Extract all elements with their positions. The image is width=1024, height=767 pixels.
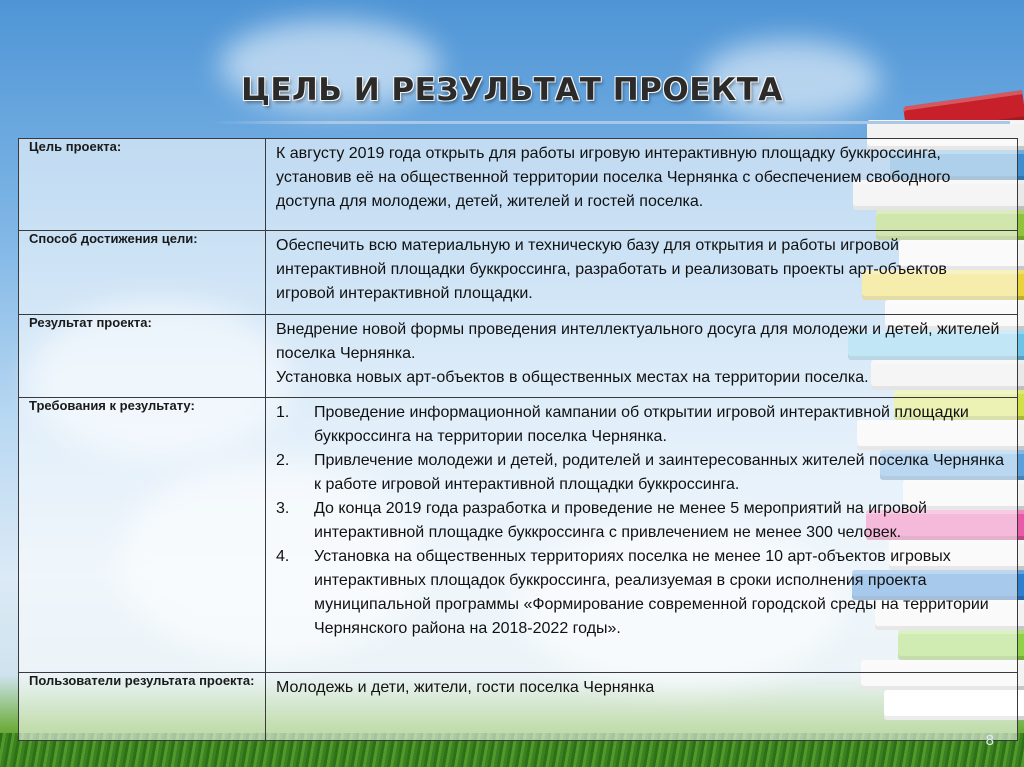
table-row xyxy=(19,139,1018,231)
row-label: Требования к результату: xyxy=(19,398,266,673)
row-label: Пользователи результата проекта: xyxy=(19,673,266,741)
row-label: Способ достижения цели: xyxy=(19,231,266,315)
row-content xyxy=(266,398,1018,673)
list-number: 2. xyxy=(276,452,290,469)
list-number: 3. xyxy=(276,500,290,517)
row-content xyxy=(266,315,1018,398)
content-text: Внедрение новой формы проведения интеллектуального досуга для молодежи и детей, жителей поселка Чернянка. xyxy=(276,321,1000,362)
row-label: Цель проекта: xyxy=(19,139,266,231)
list-item-text: Проведение информационной кампании об открытии игровой интерактивной площадки буккроссинга на территории поселка Чернянка. xyxy=(314,404,969,445)
table-row xyxy=(19,398,1018,673)
list-item xyxy=(276,449,1007,497)
row-content xyxy=(266,139,1018,231)
project-goals-table xyxy=(18,138,1018,741)
content-text: К августу 2019 года открыть для работы игровую интерактивную площадку буккроссинга, установив её на общественной территории поселка Чернянка с обеспечением свободного доступа для молодежи, детей, жителей и гостей поселка. xyxy=(276,145,951,210)
list-item xyxy=(276,545,1007,641)
content-text: Установка новых арт-объектов в общественных местах на территории поселка. xyxy=(276,369,869,386)
content-text: Обеспечить всю материальную и техническую базу для открытия и работы игровой интерактивной площадки буккроссинга, разработать и реализовать проекты арт-объектов игровой интерактивной площадки. xyxy=(276,237,947,302)
table-row xyxy=(19,315,1018,398)
list-item xyxy=(276,401,1007,449)
list-number: 4. xyxy=(276,548,290,565)
list-number: 1. xyxy=(276,404,290,421)
row-label: Результат проекта: xyxy=(19,315,266,398)
table-row xyxy=(19,231,1018,315)
list-item-text: Установка на общественных территориях поселка не менее 10 арт-объектов игровых интерактивных площадок буккроссинга, реализуемая в сроки исполнения проекта муниципальной программы «Формирование современной городской среды на территории Чернянского района на 2018-2022 годы». xyxy=(314,548,989,637)
row-content xyxy=(266,231,1018,315)
list-item xyxy=(276,497,1007,545)
page-number: 8 xyxy=(985,732,994,749)
content-text: Молодежь и дети, жители, гости поселка Чернянка xyxy=(276,679,655,696)
title-underline xyxy=(210,121,1010,124)
list-item-text: До конца 2019 года разработка и проведение не менее 5 мероприятий на игровой интерактивной площадке буккроссинга с привлечением не менее 300 человек. xyxy=(314,500,927,541)
requirements-list xyxy=(276,401,1007,641)
row-content xyxy=(266,673,1018,741)
table-row xyxy=(19,673,1018,741)
list-item-text: Привлечение молодежи и детей, родителей и заинтересованных жителей поселка Чернянка к работе игровой интерактивной площадки буккроссинга. xyxy=(314,452,1005,493)
slide-title: ЦЕЛЬ И РЕЗУЛЬТАТ ПРОЕКТА xyxy=(241,72,783,108)
